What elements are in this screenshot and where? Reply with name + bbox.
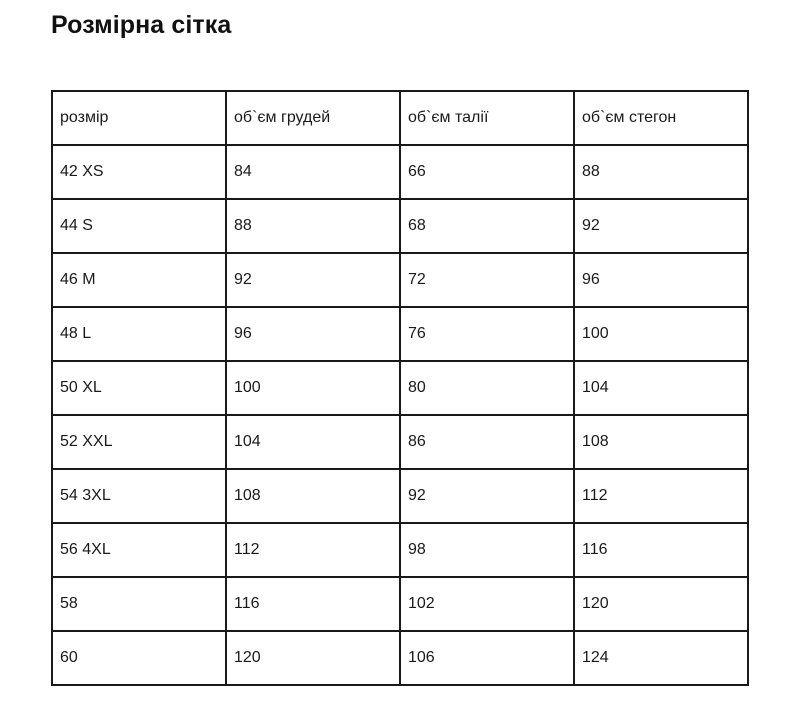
cell-size: 60 bbox=[52, 631, 226, 685]
cell-waist: 102 bbox=[400, 577, 574, 631]
table-row bbox=[52, 523, 748, 577]
table-row bbox=[52, 415, 748, 469]
cell-size: 46 M bbox=[52, 253, 226, 307]
table-row bbox=[52, 361, 748, 415]
page-title: Розмірна сітка bbox=[51, 11, 232, 39]
table-row bbox=[52, 199, 748, 253]
cell-waist: 72 bbox=[400, 253, 574, 307]
cell-chest: 88 bbox=[226, 199, 400, 253]
cell-chest: 96 bbox=[226, 307, 400, 361]
cell-size: 58 bbox=[52, 577, 226, 631]
cell-chest: 116 bbox=[226, 577, 400, 631]
cell-waist: 80 bbox=[400, 361, 574, 415]
cell-hips: 104 bbox=[574, 361, 748, 415]
cell-size: 44 S bbox=[52, 199, 226, 253]
cell-size: 52 XXL bbox=[52, 415, 226, 469]
cell-hips: 120 bbox=[574, 577, 748, 631]
cell-waist: 98 bbox=[400, 523, 574, 577]
cell-hips: 96 bbox=[574, 253, 748, 307]
header-waist: об`єм талії bbox=[400, 91, 574, 145]
cell-hips: 100 bbox=[574, 307, 748, 361]
cell-waist: 86 bbox=[400, 415, 574, 469]
cell-size: 48 L bbox=[52, 307, 226, 361]
table-row bbox=[52, 253, 748, 307]
cell-size: 42 XS bbox=[52, 145, 226, 199]
cell-waist: 92 bbox=[400, 469, 574, 523]
table-row bbox=[52, 307, 748, 361]
table-row bbox=[52, 145, 748, 199]
table-row bbox=[52, 631, 748, 685]
cell-chest: 92 bbox=[226, 253, 400, 307]
cell-waist: 106 bbox=[400, 631, 574, 685]
cell-chest: 112 bbox=[226, 523, 400, 577]
cell-hips: 108 bbox=[574, 415, 748, 469]
cell-waist: 68 bbox=[400, 199, 574, 253]
cell-chest: 120 bbox=[226, 631, 400, 685]
size-chart-table bbox=[51, 90, 749, 686]
table-row bbox=[52, 469, 748, 523]
cell-waist: 76 bbox=[400, 307, 574, 361]
cell-hips: 124 bbox=[574, 631, 748, 685]
cell-hips: 92 bbox=[574, 199, 748, 253]
cell-chest: 100 bbox=[226, 361, 400, 415]
table-row bbox=[52, 577, 748, 631]
table-header-row bbox=[52, 91, 748, 145]
cell-hips: 88 bbox=[574, 145, 748, 199]
cell-size: 56 4XL bbox=[52, 523, 226, 577]
cell-waist: 66 bbox=[400, 145, 574, 199]
header-chest: об`єм грудей bbox=[226, 91, 400, 145]
cell-chest: 104 bbox=[226, 415, 400, 469]
cell-hips: 112 bbox=[574, 469, 748, 523]
cell-size: 54 3XL bbox=[52, 469, 226, 523]
cell-chest: 84 bbox=[226, 145, 400, 199]
cell-hips: 116 bbox=[574, 523, 748, 577]
header-hips: об`єм стегон bbox=[574, 91, 748, 145]
header-size: розмір bbox=[52, 91, 226, 145]
cell-size: 50 XL bbox=[52, 361, 226, 415]
cell-chest: 108 bbox=[226, 469, 400, 523]
